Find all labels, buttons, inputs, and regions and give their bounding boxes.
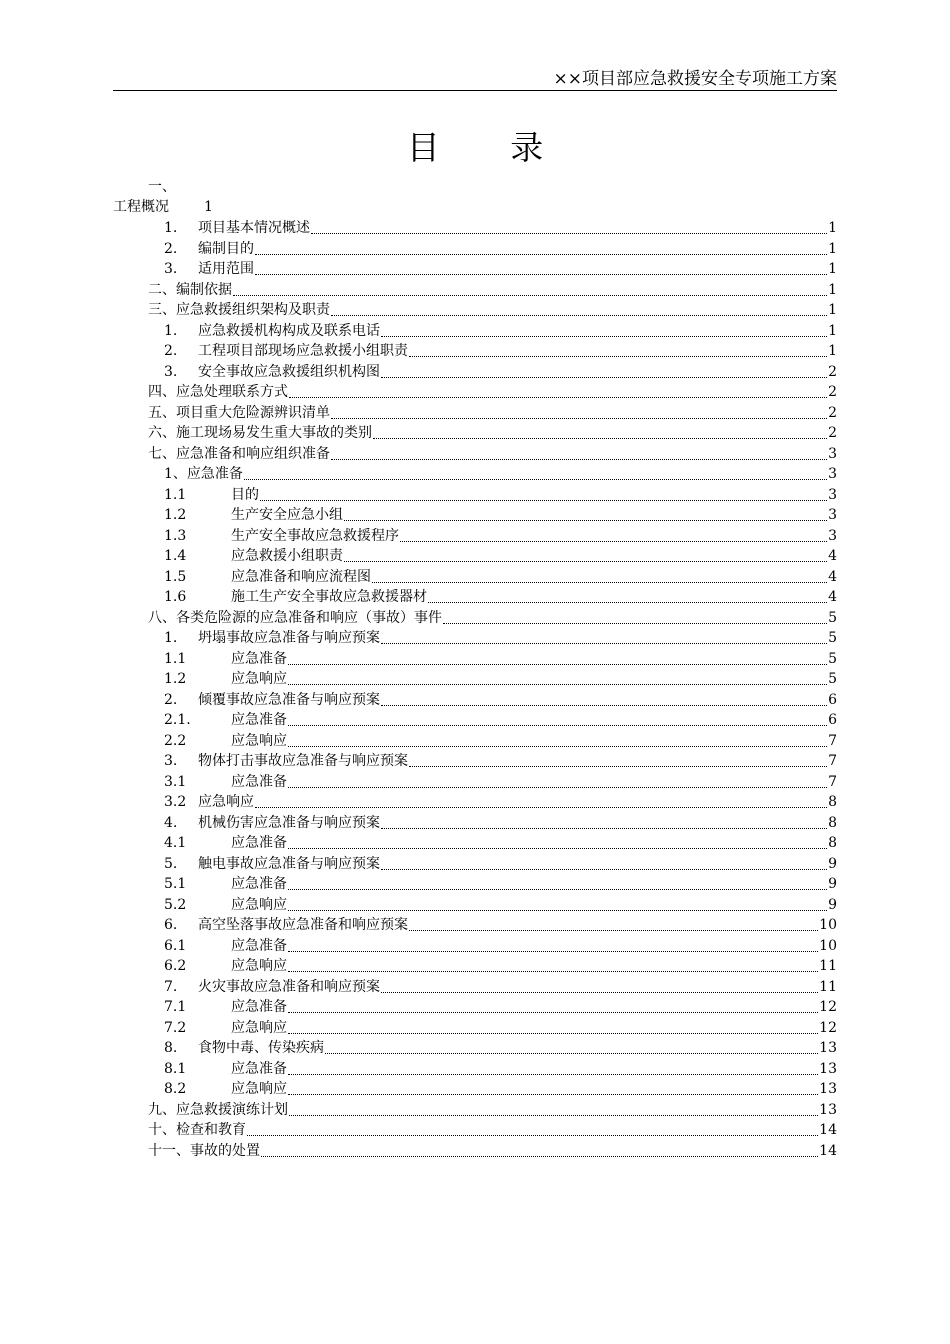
toc-entry-number: 5.2 — [164, 896, 187, 913]
toc-entry-number: 5. — [164, 855, 178, 872]
toc-entry[interactable] — [113, 505, 837, 526]
toc-entry-page: 4 — [828, 548, 837, 564]
toc-entry-text: 机械伤害应急准备与响应预案 — [198, 814, 380, 831]
header-divider — [113, 90, 837, 91]
toc-entry-text: 应急准备和响应流程图 — [231, 568, 371, 585]
toc-entry[interactable] — [113, 813, 837, 834]
toc-entry-page: 7 — [828, 732, 837, 749]
toc-entry-page: 1 — [204, 199, 213, 215]
toc-entry[interactable] — [113, 218, 837, 239]
dot-leader — [288, 650, 827, 665]
dot-leader — [289, 383, 827, 398]
toc-entry-page: 4 — [828, 568, 837, 585]
toc-entry-text: 十一、事故的处置 — [148, 1142, 260, 1159]
toc-entry-number: 8. — [164, 1040, 178, 1056]
toc-entry-number: 1.3 — [164, 527, 187, 544]
toc-entry[interactable] — [113, 710, 837, 731]
dot-leader — [244, 465, 827, 480]
toc-entry-number: 1.2 — [164, 671, 187, 687]
toc-entry[interactable] — [113, 1038, 837, 1059]
toc-entry-page: 8 — [828, 835, 837, 851]
toc-title: 目 录 — [406, 128, 574, 167]
toc-entry-text: 九、应急救援演练计划 — [148, 1101, 288, 1118]
toc-entry-page: 9 — [828, 896, 837, 913]
toc-entry-page: 14 — [819, 1142, 837, 1159]
dot-leader — [381, 814, 827, 829]
toc-entry-number: 1.4 — [164, 548, 187, 564]
toc-entry-text: 应急准备 — [231, 876, 287, 892]
toc-entry-text: 应急准备 — [231, 650, 287, 667]
dot-leader — [288, 896, 827, 911]
toc-entry-text: 施工生产安全事故应急救援器材 — [231, 589, 427, 605]
toc-entry[interactable] — [113, 649, 837, 670]
toc-entry[interactable] — [113, 1100, 837, 1121]
toc-entry-number: 4. — [164, 814, 178, 831]
toc-entry[interactable] — [113, 936, 837, 957]
toc-entry-text: 应急响应 — [231, 958, 287, 974]
dot-leader — [344, 506, 827, 521]
toc-entry[interactable] — [113, 464, 837, 485]
toc-entry-text: 适用范围 — [198, 261, 254, 277]
dot-leader — [409, 916, 818, 931]
toc-entry[interactable] — [113, 567, 837, 588]
toc-entry-text: 应急响应 — [231, 1081, 287, 1097]
toc-entry-text: 工程概况 — [113, 199, 169, 215]
toc-entry-text: 六、施工现场易发生重大事故的类别 — [148, 425, 372, 441]
table-of-contents — [113, 218, 837, 1161]
toc-entry-page: 5 — [828, 650, 837, 667]
toc-entry-page: 2 — [828, 404, 837, 421]
toc-entry-number: 8.2 — [164, 1081, 187, 1097]
toc-entry-page: 2 — [828, 384, 837, 400]
toc-entry-page: 3 — [828, 527, 837, 544]
toc-entry-text: 应急准备 — [231, 937, 287, 954]
toc-entry-page: 6 — [828, 712, 837, 728]
dot-leader — [288, 670, 827, 685]
toc-entry[interactable] — [113, 1120, 837, 1141]
toc-entry-text: 倾覆事故应急准备与响应预案 — [198, 691, 380, 708]
toc-entry-text: 十、检查和教育 — [148, 1122, 246, 1138]
toc-entry-page: 9 — [828, 876, 837, 892]
toc-entry-text: 应急响应 — [198, 794, 254, 810]
dot-leader — [247, 1121, 818, 1136]
toc-entry-number: 1. — [164, 322, 178, 339]
toc-entry[interactable] — [113, 772, 837, 793]
toc-entry-page: 13 — [819, 1060, 837, 1077]
toc-entry[interactable] — [113, 259, 837, 280]
toc-entry-text: 触电事故应急准备与响应预案 — [198, 855, 380, 872]
toc-entry[interactable] — [113, 1079, 837, 1100]
toc-entry-number: 2. — [164, 691, 178, 708]
toc-entry-page: 7 — [828, 753, 837, 769]
toc-entry-number: 1.1 — [164, 650, 187, 667]
toc-entry-number: 2.1. — [164, 712, 191, 728]
toc-entry[interactable] — [113, 526, 837, 547]
toc-entry-text: 二、编制依据 — [148, 281, 232, 298]
toc-entry[interactable] — [113, 977, 837, 998]
dot-leader — [288, 1080, 818, 1095]
toc-entry-page: 1 — [828, 240, 837, 257]
toc-entry-page: 1 — [828, 281, 837, 298]
dot-leader — [381, 322, 827, 337]
dot-leader — [288, 875, 827, 890]
dot-leader — [372, 568, 827, 583]
toc-entry[interactable] — [113, 1018, 837, 1039]
dot-leader — [255, 260, 827, 275]
toc-entry[interactable] — [113, 690, 837, 711]
toc-entry-page: 13 — [819, 1040, 837, 1056]
toc-entry-page: 6 — [828, 691, 837, 708]
toc-entry-text: 三、应急救援组织架构及职责 — [148, 302, 330, 318]
dot-leader — [288, 1019, 818, 1034]
toc-entry-page: 5 — [828, 609, 837, 626]
dot-leader — [443, 609, 827, 624]
toc-entry-text: 五、项目重大危险源辨识清单 — [148, 404, 330, 421]
toc-entry-number: 3. — [164, 363, 178, 380]
toc-entry[interactable] — [113, 628, 837, 649]
dot-leader — [381, 629, 827, 644]
toc-entry[interactable] — [113, 321, 837, 342]
toc-entry[interactable] — [113, 382, 837, 403]
toc-entry-text: 食物中毒、传染疾病 — [198, 1040, 324, 1056]
toc-entry[interactable] — [113, 751, 837, 772]
toc-entry[interactable] — [113, 792, 837, 813]
toc-entry[interactable] — [113, 915, 837, 936]
toc-entry-page: 9 — [828, 855, 837, 872]
dot-leader — [288, 957, 818, 972]
toc-entry-page: 11 — [819, 958, 837, 974]
toc-entry[interactable] — [113, 895, 837, 916]
dot-leader — [409, 342, 827, 357]
toc-entry-text: 目的 — [231, 486, 259, 503]
toc-entry-page: 12 — [819, 1019, 837, 1036]
toc-entry-number: 5.1 — [164, 876, 187, 892]
dot-leader — [261, 1142, 818, 1157]
toc-entry-text: 高空坠落事故应急准备和响应预案 — [198, 917, 408, 933]
dot-leader — [331, 445, 827, 460]
toc-entry-number: 7.1 — [164, 999, 187, 1015]
toc-entry-page: 12 — [819, 999, 837, 1015]
toc-entry-text: 四、应急处理联系方式 — [148, 384, 288, 400]
dot-leader — [428, 588, 827, 603]
toc-entry-text: 八、各类危险源的应急准备和响应（事故）事件 — [148, 609, 442, 626]
toc-entry-number: 7.2 — [164, 1019, 187, 1036]
toc-entry-page: 1 — [828, 302, 837, 318]
toc-entry-page: 11 — [819, 978, 837, 995]
toc-entry-number: 3.1 — [164, 773, 187, 790]
toc-entry[interactable] — [113, 444, 837, 465]
toc-entry-page: 13 — [819, 1101, 837, 1118]
toc-entry[interactable] — [113, 1141, 837, 1162]
toc-entry-page: 3 — [828, 445, 837, 462]
dot-leader — [331, 404, 827, 419]
toc-entry-text: 应急准备 — [231, 712, 287, 728]
toc-entry-text: 应急准备 — [231, 999, 287, 1015]
toc-entry-page: 3 — [828, 486, 837, 503]
toc-entry-page: 10 — [819, 917, 837, 933]
toc-entry-text: 应急响应 — [231, 732, 287, 749]
dot-leader — [325, 1039, 818, 1054]
dot-leader — [344, 547, 827, 562]
toc-entry-text: 工程项目部现场应急救援小组职责 — [198, 343, 408, 359]
toc-entry[interactable] — [113, 341, 837, 362]
dot-leader — [381, 855, 827, 870]
toc-entry-number: 1. — [164, 220, 178, 236]
toc-entry-number: 3.2 — [164, 794, 187, 810]
toc-entry-page: 3 — [828, 507, 837, 523]
toc-entry-number: 3. — [164, 261, 178, 277]
dot-leader — [400, 527, 827, 542]
toc-entry-text: 编制目的 — [198, 240, 254, 257]
toc-entry-number: 4.1 — [164, 835, 187, 851]
toc-entry-text: 七、应急准备和响应组织准备 — [148, 445, 330, 462]
toc-entry[interactable] — [113, 403, 837, 424]
toc-entry-text: 应急救援小组职责 — [231, 548, 343, 564]
toc-entry-number: 1.6 — [164, 589, 187, 605]
toc-entry[interactable] — [113, 423, 837, 444]
dot-leader — [381, 978, 818, 993]
toc-entry-number: 3. — [164, 753, 178, 769]
toc-entry-page: 4 — [828, 589, 837, 605]
dot-leader — [311, 219, 827, 234]
dot-leader — [288, 711, 827, 726]
toc-entry-text: 应急准备 — [231, 773, 287, 790]
toc-entry-number: 2.2 — [164, 732, 187, 749]
toc-entry-number: 2. — [164, 343, 178, 359]
dot-leader — [233, 281, 827, 296]
dot-leader — [409, 752, 827, 767]
toc-entry[interactable] — [113, 1059, 837, 1080]
toc-entry-text: 生产安全事故应急救援程序 — [231, 527, 399, 544]
toc-entry-text: 应急响应 — [231, 1019, 287, 1036]
toc-entry-number: 6. — [164, 917, 178, 933]
toc-entry[interactable] — [113, 485, 837, 506]
toc-entry[interactable] — [113, 362, 837, 383]
toc-entry[interactable] — [113, 854, 837, 875]
toc-entry-text: 项目基本情况概述 — [198, 220, 310, 236]
toc-entry-text: 物体打击事故应急准备与响应预案 — [198, 753, 408, 769]
toc-entry-number: 一、 — [148, 179, 176, 195]
toc-entry-page: 2 — [828, 363, 837, 380]
toc-entry-number: 2. — [164, 240, 178, 257]
dot-leader — [288, 1060, 818, 1075]
toc-entry[interactable] — [113, 874, 837, 895]
dot-leader — [289, 1101, 818, 1116]
toc-entry[interactable] — [113, 608, 837, 629]
dot-leader — [288, 998, 818, 1013]
toc-entry-page: 8 — [828, 794, 837, 810]
toc-entry-number: 1.1 — [164, 486, 187, 503]
toc-entry-number: 6.1 — [164, 937, 187, 954]
toc-entry-text: 应急准备 — [231, 835, 287, 851]
dot-leader — [255, 793, 827, 808]
toc-entry[interactable] — [113, 731, 837, 752]
toc-entry[interactable] — [113, 587, 837, 608]
toc-entry-number: 1. — [164, 630, 178, 646]
toc-entry[interactable] — [113, 239, 837, 260]
toc-entry-page: 1 — [828, 261, 837, 277]
toc-entry-page: 1 — [828, 322, 837, 339]
dot-leader — [381, 691, 827, 706]
toc-entry-number: 1.2 — [164, 507, 187, 523]
toc-entry-page: 5 — [828, 630, 837, 646]
toc-entry-number: 6.2 — [164, 958, 187, 974]
dot-leader — [331, 301, 827, 316]
dot-leader — [381, 363, 827, 378]
toc-entry-text: 应急响应 — [231, 896, 287, 913]
toc-entry-first[interactable] — [113, 177, 837, 217]
toc-entry-page: 10 — [819, 937, 837, 954]
running-header: ××项目部应急救援安全专项施工方案 — [553, 69, 837, 89]
dot-leader — [288, 773, 827, 788]
dot-leader — [288, 937, 818, 952]
dot-leader — [288, 834, 827, 849]
toc-entry-text: 1、应急准备 — [164, 466, 243, 482]
toc-entry-page: 3 — [828, 466, 837, 482]
toc-entry[interactable] — [113, 546, 837, 567]
dot-leader — [288, 732, 827, 747]
toc-entry[interactable] — [113, 669, 837, 690]
toc-entry-text: 生产安全应急小组 — [231, 507, 343, 523]
toc-entry-page: 8 — [828, 814, 837, 831]
toc-entry[interactable] — [113, 956, 837, 977]
toc-entry[interactable] — [113, 300, 837, 321]
toc-entry-page: 13 — [819, 1081, 837, 1097]
toc-entry-text: 应急响应 — [231, 671, 287, 687]
toc-entry-text: 应急准备 — [231, 1060, 287, 1077]
toc-entry[interactable] — [113, 997, 837, 1018]
toc-entry-number: 8.1 — [164, 1060, 187, 1077]
toc-entry-text: 安全事故应急救援组织机构图 — [198, 363, 380, 380]
toc-entry[interactable] — [113, 833, 837, 854]
toc-entry-page: 7 — [828, 773, 837, 790]
toc-entry-text: 火灾事故应急准备和响应预案 — [198, 978, 380, 995]
toc-entry[interactable] — [113, 280, 837, 301]
dot-leader — [260, 486, 827, 501]
toc-entry-page: 14 — [819, 1122, 837, 1138]
toc-entry-text: 应急救援机构构成及联系电话 — [198, 322, 380, 339]
toc-entry-page: 1 — [828, 220, 837, 236]
toc-entry-number: 7. — [164, 978, 178, 995]
toc-entry-page: 2 — [828, 425, 837, 441]
dot-leader — [373, 424, 827, 439]
toc-entry-page: 1 — [828, 343, 837, 359]
toc-entry-page: 5 — [828, 671, 837, 687]
toc-entry-text: 坍塌事故应急准备与响应预案 — [198, 630, 380, 646]
dot-leader — [255, 240, 827, 255]
toc-entry-number: 1.5 — [164, 568, 187, 585]
